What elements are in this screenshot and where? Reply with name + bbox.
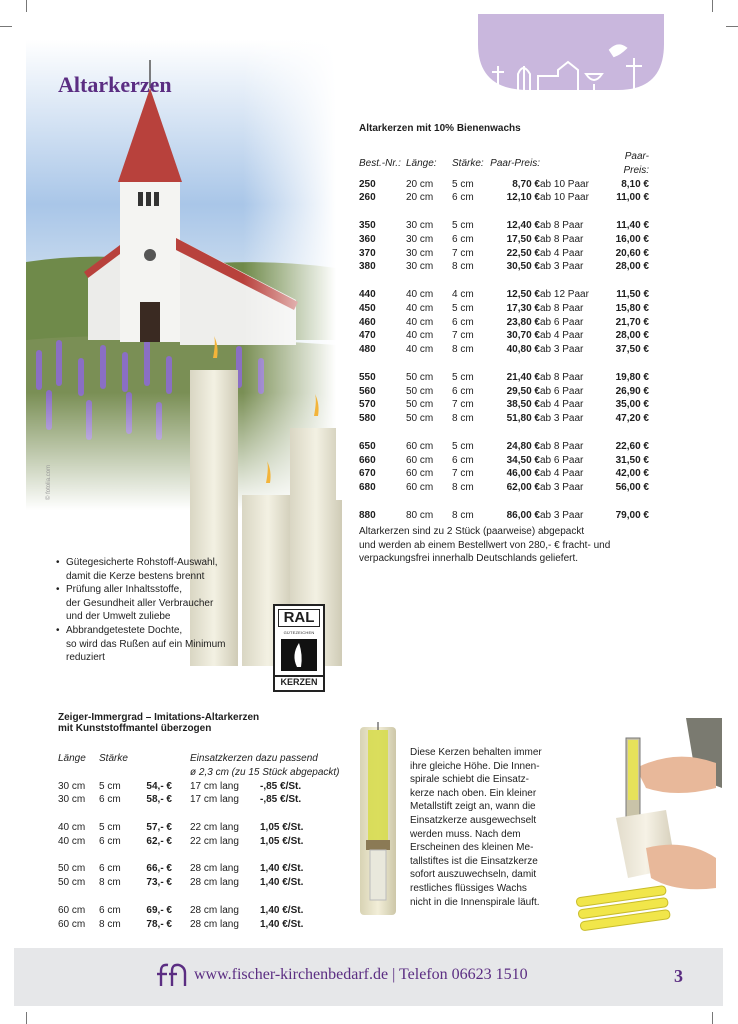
table-cell: 360 — [359, 233, 376, 245]
table-cell: 19,80 € — [615, 371, 649, 383]
bullet-line: damit die Kerze bestens brennt — [66, 570, 205, 582]
flame-icon — [277, 637, 321, 673]
description-line: spirale schiebt die Einsatz- — [410, 774, 529, 786]
table-cell: 22 cm lang — [190, 835, 239, 847]
table-cell: 560 — [359, 385, 376, 397]
table-cell: -,85 €/St. — [260, 794, 302, 806]
table-row — [58, 835, 348, 849]
table-row — [58, 918, 348, 932]
table-cell: 28 cm lang — [190, 863, 239, 875]
table-cell: ab 4 Paar — [540, 468, 584, 480]
table-cell: 6 cm — [99, 835, 121, 847]
altarkerzen-price-table — [359, 150, 649, 523]
hand-with-candle-photo — [566, 718, 722, 946]
table-row — [359, 454, 649, 468]
table-cell: 47,20 € — [615, 413, 649, 425]
table-cell: ab 3 Paar — [540, 482, 584, 494]
table-cell: 6 cm — [452, 192, 474, 204]
table-cell: 60 cm — [406, 468, 434, 480]
table-cell: 450 — [359, 302, 376, 314]
table-cell: 5 cm — [452, 371, 474, 383]
table-cell: 370 — [359, 247, 376, 259]
table-cell: 60 cm — [406, 482, 434, 494]
table-header-row — [58, 766, 348, 780]
column-header — [540, 150, 600, 178]
table-cell: 1,40 €/St. — [260, 877, 304, 889]
table-cell: ab 4 Paar — [540, 330, 584, 342]
bullet-line: so wird das Rußen auf ein Minimum — [66, 638, 226, 650]
table-row — [359, 288, 649, 302]
group-spacer — [359, 357, 649, 371]
table-row — [359, 260, 649, 274]
table-row — [359, 412, 649, 426]
group-spacer — [359, 426, 649, 440]
table-cell: 12,50 € — [506, 288, 540, 300]
table-cell: 6 cm — [99, 794, 121, 806]
table-cell: 1,40 €/St. — [260, 918, 304, 930]
table-cell: 50 cm — [406, 385, 434, 397]
footer-contact: www.fischer-kirchenbedarf.de | Telefon 06623 1510 — [194, 966, 528, 983]
table-cell: ab 3 Paar — [540, 413, 584, 425]
table-cell: 30 cm — [406, 233, 434, 245]
table-cell: 6 cm — [99, 904, 121, 916]
description-line: Einsatzkerze ausgewechselt — [410, 814, 537, 826]
description-line: nicht in die Innenspirale läuft. — [410, 896, 540, 908]
ral-top: RAL — [278, 609, 320, 627]
church-banner-graphic — [478, 14, 664, 90]
column-header — [142, 752, 190, 766]
table-cell: 8 cm — [452, 482, 474, 494]
table-cell: 28,00 € — [615, 330, 649, 342]
table-cell: 12,40 € — [506, 219, 540, 231]
group-spacer — [58, 890, 348, 904]
table-cell: 20 cm — [406, 192, 434, 204]
table-cell: 15,80 € — [615, 302, 649, 314]
table-cell: 29,50 € — [506, 385, 540, 397]
zeiger-immergrad-table — [58, 752, 348, 931]
table-cell: 8 cm — [452, 509, 474, 521]
table-cell: 50 cm — [58, 877, 86, 889]
table-cell: 570 — [359, 399, 376, 411]
table-cell: ab 3 Paar — [540, 344, 584, 356]
bullet-line: der Gesundheit aller Verbraucher — [66, 597, 214, 609]
table-cell: 8 cm — [99, 877, 121, 889]
table-row — [58, 862, 348, 876]
table-cell: ab 8 Paar — [540, 440, 584, 452]
table-cell: 57,- € — [146, 821, 172, 833]
table-cell: 35,00 € — [615, 399, 649, 411]
table-cell: 28 cm lang — [190, 877, 239, 889]
table-cell: 1,05 €/St. — [260, 835, 304, 847]
table-cell: 46,00 € — [506, 468, 540, 480]
table-cell: ab 3 Paar — [540, 261, 584, 273]
table-cell: 34,50 € — [506, 454, 540, 466]
table-row — [359, 509, 649, 523]
table-cell: 22,60 € — [615, 440, 649, 452]
crop-mark — [712, 0, 713, 12]
table-cell: 62,00 € — [506, 482, 540, 494]
table-row — [359, 233, 649, 247]
table-cell: 5 cm — [452, 178, 474, 190]
table-cell: ab 12 Paar — [540, 288, 589, 300]
bullet-item — [56, 556, 226, 583]
table-cell: 8 cm — [452, 261, 474, 273]
table-cell: 17,30 € — [506, 302, 540, 314]
table-cell: 12,10 € — [506, 192, 540, 204]
table-cell: 22 cm lang — [190, 821, 239, 833]
table-cell: 260 — [359, 192, 376, 204]
table-cell: 16,00 € — [615, 233, 649, 245]
table-cell: 50 cm — [406, 413, 434, 425]
table-cell: 650 — [359, 440, 376, 452]
column-header: Einsatzkerzen dazu passend — [190, 753, 318, 764]
description-line: werden muss. Nach dem — [410, 828, 521, 840]
table-cell: 60 cm — [58, 918, 86, 930]
table-cell: 17,50 € — [506, 233, 540, 245]
section2-heading — [58, 712, 259, 734]
bullet-line: reduziert — [66, 652, 105, 664]
table-row — [359, 316, 649, 330]
table-cell: 40 cm — [406, 344, 434, 356]
bullet-line: und der Umwelt zuliebe — [66, 611, 171, 623]
bullet-line: • Prüfung aller Inhaltsstoffe, — [66, 584, 182, 596]
description-line: Diese Kerzen behalten immer — [410, 747, 542, 758]
table-cell: 17 cm lang — [190, 780, 239, 792]
table-cell: 470 — [359, 330, 376, 342]
table-cell: 50 cm — [406, 399, 434, 411]
table-cell: 73,- € — [146, 877, 172, 889]
table-cell: 28 cm lang — [190, 918, 239, 930]
table-cell: -,85 €/St. — [260, 780, 302, 792]
table-cell: 30 cm — [406, 261, 434, 273]
quality-bullets — [56, 556, 226, 665]
group-spacer — [58, 807, 348, 821]
ral-mid: GÜTEZEICHEN — [283, 630, 315, 635]
bullet-item — [56, 583, 226, 624]
table-cell: 56,00 € — [615, 482, 649, 494]
group-spacer — [359, 274, 649, 288]
note-line: Altarkerzen sind zu 2 Stück (paarweise) abgepackt — [359, 526, 585, 537]
crop-mark — [712, 1012, 713, 1024]
table-cell: 6 cm — [452, 385, 474, 397]
table-header-row — [359, 150, 649, 178]
table-cell: 40 cm — [406, 330, 434, 342]
fischer-logo-icon — [157, 961, 187, 987]
table-cell: ab 8 Paar — [540, 302, 584, 314]
bullet-line: • Gütegesicherte Rohstoff-Auswahl, — [66, 557, 218, 568]
table-cell: 30,70 € — [506, 330, 540, 342]
table-row — [359, 440, 649, 454]
table-cell: 4 cm — [452, 288, 474, 300]
table-cell: 86,00 € — [506, 509, 540, 521]
table-cell: 69,- € — [146, 904, 172, 916]
table-cell: 22,50 € — [506, 247, 540, 259]
table-cell: 66,- € — [146, 863, 172, 875]
column-header: Paar-Preis: — [490, 157, 540, 169]
table-row — [359, 247, 649, 261]
table-cell: 5 cm — [452, 302, 474, 314]
description-line: tallstiftes ist die Einsatzkerze — [410, 855, 538, 867]
section2-heading-line: mit Kunststoffmantel überzogen — [58, 723, 212, 734]
table-cell: 28 cm lang — [190, 904, 239, 916]
table-cell: 26,90 € — [615, 385, 649, 397]
table-cell: 8 cm — [452, 344, 474, 356]
crop-mark — [726, 26, 738, 27]
table-cell: 380 — [359, 261, 376, 273]
page-number: 3 — [674, 966, 683, 986]
table-cell: 30,50 € — [506, 261, 540, 273]
description-line: Metallstift zeigt an, wann die — [410, 801, 536, 813]
column-header: Stärke: — [452, 157, 484, 169]
ral-bottom: KERZEN — [275, 675, 323, 687]
table-cell: 40 cm — [58, 821, 86, 833]
table-cell: ab 6 Paar — [540, 385, 584, 397]
table-row — [359, 398, 649, 412]
table-cell: 6 cm — [99, 863, 121, 875]
table-cell: 20,60 € — [615, 247, 649, 259]
table-row — [359, 178, 649, 192]
table-row — [58, 793, 348, 807]
table-cell: 62,- € — [146, 835, 172, 847]
table-cell: 78,- € — [146, 918, 172, 930]
column-header: Länge: — [406, 157, 437, 169]
table-cell: 880 — [359, 509, 376, 521]
column-header: Paar-Preis: — [623, 151, 649, 176]
bullet-item — [56, 624, 226, 665]
packaging-note — [359, 525, 610, 566]
table-cell: 8 cm — [452, 413, 474, 425]
table-cell: 50 cm — [58, 863, 86, 875]
table-row — [359, 467, 649, 481]
table-cell: 37,50 € — [615, 344, 649, 356]
table-cell: ab 8 Paar — [540, 371, 584, 383]
table-cell: 30 cm — [58, 794, 86, 806]
table-cell: 17 cm lang — [190, 794, 239, 806]
table-row — [359, 191, 649, 205]
table-cell: 1,05 €/St. — [260, 821, 304, 833]
table-cell: 460 — [359, 316, 376, 328]
table-cell: 5 cm — [452, 440, 474, 452]
column-header: Best.-Nr.: — [359, 157, 401, 169]
table-cell: 480 — [359, 344, 376, 356]
section1-heading: Altarkerzen mit 10% Bienenwachs — [359, 123, 521, 134]
table-row — [359, 371, 649, 385]
group-spacer — [359, 495, 649, 509]
table-cell: 40,80 € — [506, 344, 540, 356]
table-cell: 7 cm — [452, 399, 474, 411]
table-cell: 21,70 € — [615, 316, 649, 328]
group-spacer — [58, 849, 348, 863]
table-cell: 30 cm — [58, 780, 86, 792]
table-cell: 440 — [359, 288, 376, 300]
table-cell: 250 — [359, 178, 376, 190]
table-cell: 350 — [359, 219, 376, 231]
table-cell: 8 cm — [99, 918, 121, 930]
table-cell: 6 cm — [452, 233, 474, 245]
table-cell: 79,00 € — [615, 509, 649, 521]
table-cell: ab 8 Paar — [540, 233, 584, 245]
table-cell: 8,10 € — [621, 178, 649, 190]
table-cell: 80 cm — [406, 509, 434, 521]
table-cell: 40 cm — [406, 302, 434, 314]
table-cell: 11,50 € — [616, 288, 649, 300]
table-cell: 54,- € — [146, 780, 172, 792]
table-cell: 58,- € — [146, 794, 172, 806]
table-cell: 21,40 € — [506, 371, 540, 383]
table-cell: 7 cm — [452, 330, 474, 342]
table-cell: 31,50 € — [615, 454, 649, 466]
table-row — [359, 385, 649, 399]
table-row — [359, 329, 649, 343]
table-row — [58, 780, 348, 794]
table-cell: ab 8 Paar — [540, 219, 584, 231]
table-row — [58, 821, 348, 835]
table-header-row — [58, 752, 348, 766]
table-cell: 7 cm — [452, 247, 474, 259]
table-cell: 23,80 € — [506, 316, 540, 328]
table-cell: 28,00 € — [615, 261, 649, 273]
table-cell: 670 — [359, 468, 376, 480]
section2-heading-line: Zeiger-Immergrad – Imitations-Altarkerzen — [58, 712, 260, 723]
table-cell: 7 cm — [452, 468, 474, 480]
table-cell: 1,40 €/St. — [260, 863, 304, 875]
table-cell: 38,50 € — [506, 399, 540, 411]
description-line: restliches flüssiges Wachs — [410, 882, 527, 894]
description-line: ihre gleiche Höhe. Die Innen- — [410, 760, 540, 772]
church-photo — [26, 40, 336, 510]
group-spacer — [359, 205, 649, 219]
table-cell: 6 cm — [452, 316, 474, 328]
table-cell: 680 — [359, 482, 376, 494]
table-row — [359, 343, 649, 357]
ral-quality-seal — [273, 604, 325, 692]
table-cell: 24,80 € — [506, 440, 540, 452]
product-description — [410, 746, 542, 909]
table-cell: 5 cm — [99, 780, 121, 792]
table-cell: 60 cm — [406, 454, 434, 466]
table-cell: 30 cm — [406, 219, 434, 231]
table-cell: ab 4 Paar — [540, 247, 584, 259]
table-cell: 580 — [359, 413, 376, 425]
table-cell: 40 cm — [58, 835, 86, 847]
table-cell: ab 10 Paar — [540, 192, 589, 204]
table-cell: ab 6 Paar — [540, 454, 584, 466]
description-line: Erscheinen des kleinen Me- — [410, 842, 534, 854]
column-header: Länge — [58, 753, 86, 764]
table-cell: ab 6 Paar — [540, 316, 584, 328]
page-title: Altarkerzen — [58, 72, 172, 97]
table-cell: 60 cm — [406, 440, 434, 452]
crop-mark — [26, 1012, 27, 1024]
table-cell: 5 cm — [99, 821, 121, 833]
note-line: und werden ab einem Bestellwert von 280,- € fracht- und — [359, 539, 611, 551]
bullet-line: • Abbrandgetestete Dochte, — [66, 624, 183, 636]
table-cell: 20 cm — [406, 178, 434, 190]
table-row — [359, 302, 649, 316]
table-cell: ab 4 Paar — [540, 399, 584, 411]
table-cell: 660 — [359, 454, 376, 466]
table-row — [58, 904, 348, 918]
table-cell: 5 cm — [452, 219, 474, 231]
column-header: Stärke — [99, 753, 128, 764]
column-subheader: ø 2,3 cm (zu 15 Stück abgepackt) — [190, 766, 340, 778]
table-cell: 11,40 € — [616, 219, 649, 231]
table-cell: 30 cm — [406, 247, 434, 259]
table-row — [359, 219, 649, 233]
tube-candle-photo — [358, 722, 398, 917]
description-line: kerze nach oben. Ein kleiner — [410, 787, 537, 799]
table-cell: 50 cm — [406, 371, 434, 383]
crop-mark — [26, 0, 27, 12]
description-line: sofort auszuwechseln, damit — [410, 869, 537, 881]
table-cell: 40 cm — [406, 288, 434, 300]
table-cell: 40 cm — [406, 316, 434, 328]
note-line: verpackungsfrei innerhalb Deutschlands geliefert. — [359, 553, 579, 564]
table-cell: 42,00 € — [615, 468, 649, 480]
table-cell: 11,00 € — [616, 192, 649, 204]
table-cell: 550 — [359, 371, 376, 383]
table-cell: 1,40 €/St. — [260, 904, 304, 916]
table-cell: 51,80 € — [506, 413, 540, 425]
table-cell: 6 cm — [452, 454, 474, 466]
table-row — [58, 876, 348, 890]
table-row — [359, 481, 649, 495]
table-cell: ab 10 Paar — [540, 178, 589, 190]
table-cell: 8,70 € — [512, 178, 540, 190]
table-cell: ab 3 Paar — [540, 509, 584, 521]
table-cell: 60 cm — [58, 904, 86, 916]
photo-credit: © fotolia.com — [46, 464, 52, 500]
crop-mark — [0, 26, 12, 27]
